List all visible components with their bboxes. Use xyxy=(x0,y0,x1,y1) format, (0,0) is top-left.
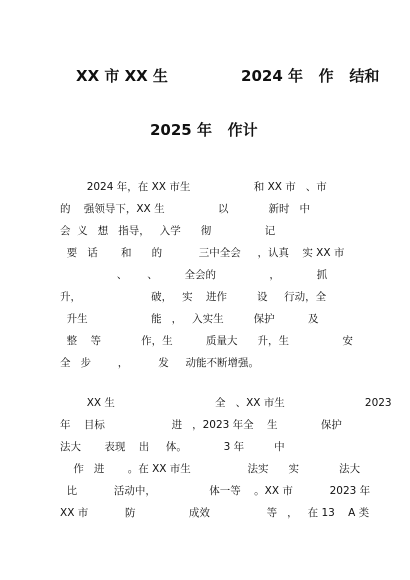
paragraph-2-line: 作 进 。在 XX 市生 法实 实 法大 xyxy=(60,463,361,475)
paragraph-1-line: 2024 年，在 XX 市生 和 XX 市 、市 xyxy=(60,181,327,193)
paragraph-1-line: 整 等 作，生 质量大 升，生 安 xyxy=(60,335,353,347)
document-title-line-1: XX 市 XX 生 2024 年 作 结和 xyxy=(76,67,380,85)
paragraph-2-line: XX 市 防 成效 等 ， 在 13 A 类 xyxy=(60,507,370,519)
paragraph-1-line: 升生 能 ， 入实生 保护 及 xyxy=(60,313,319,325)
paragraph-2-line: 年 目标 进 ，2023 年全 生 保护 xyxy=(60,419,342,431)
document-title-line-2: 2025 年 作计 xyxy=(150,121,258,139)
paragraph-2-line: XX 生 全 、XX 市生 2023 xyxy=(60,397,392,409)
paragraph-1-line: 升， 破， 实 进作 设 行动，全 xyxy=(60,291,327,303)
paragraph-2-line: 法大 表现 出 体。 3 年 中 xyxy=(60,441,285,453)
paragraph-1-line: 全 步 ， 发 动能不断增强。 xyxy=(60,357,259,369)
paragraph-1-line: 的 强领导下，XX 生 以 新时 中 xyxy=(60,203,311,215)
paragraph-1-line: 、 、 全会的 ， 抓 xyxy=(60,269,328,281)
paragraph-1-line: 会 义 想 指导， 入学 彻 记 xyxy=(60,225,276,237)
paragraph-2-line: 比 活动中， 体一等 。XX 市 2023 年 xyxy=(60,485,371,497)
paragraph-1-line: 要 话 和 的 三中全会 ，认真 实 XX 市 xyxy=(60,247,345,259)
